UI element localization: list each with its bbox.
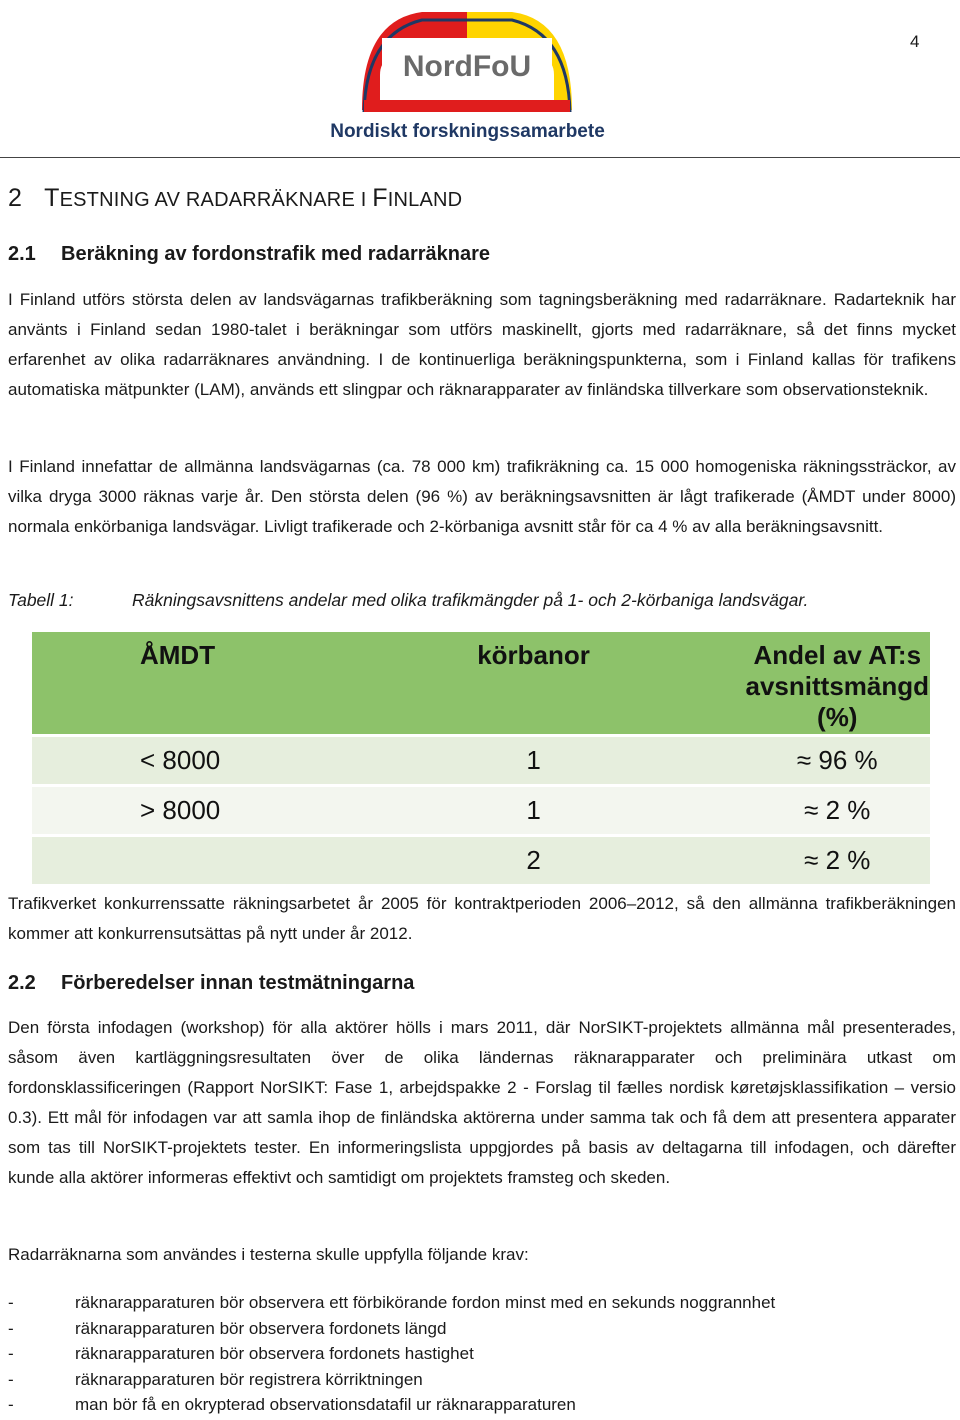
table-header-korbanor: körbanor bbox=[412, 632, 745, 737]
subsection-heading-2-1: 2.1 Beräkning av fordonstrafik med radarräknare bbox=[8, 243, 491, 265]
table-header-amdt: ÅMDT bbox=[32, 632, 412, 737]
requirements-list bbox=[8, 1290, 775, 1418]
table-cell: ≈ 2 % bbox=[745, 837, 930, 887]
page-number: 4 bbox=[910, 32, 920, 51]
header-divider bbox=[0, 157, 960, 158]
paragraph-requirements-intro: Radarräknarna som användes i testerna skulle uppfylla följande krav: bbox=[8, 1245, 529, 1264]
table-header-andel: Andel av AT:s avsnittsmängd (%) bbox=[745, 632, 930, 737]
table-caption: Tabell 1: Räkningsavsnittens andelar med olika trafikmängder på 1- och 2-körbaniga landsvägar. bbox=[8, 590, 809, 610]
table-cell: > 8000 bbox=[32, 787, 412, 837]
list-item: - räknarapparaturen bör observera fordonets hastighet bbox=[8, 1344, 474, 1364]
table-cell: ≈ 96 % bbox=[745, 737, 930, 787]
paragraph-road-statistics: I Finland innefattar de allmänna landsvägarnas (ca. 78 000 km) trafikräkning ca. 15 000 homogeniska räkningssträckor, av vilka dryga 3000 räknas varje år. Den största delen (96 %) av beräkningsavsnitten är lågt trafikerade (ÅMDT under 8000) normala enkörbaniga landsvägar. Livligt trafikerade och 2-körbaniga avsnitt står för ca 4 % av alla beräkningsavsnitt. bbox=[8, 457, 956, 536]
traffic-share-table bbox=[32, 632, 930, 887]
table-cell: ≈ 2 % bbox=[745, 787, 930, 837]
table-header-row bbox=[32, 632, 930, 737]
table-cell: 1 bbox=[412, 737, 745, 787]
table-cell: < 8000 bbox=[32, 737, 412, 787]
list-item: - man bör få en okrypterad observationsdatafil ur räknarapparaturen bbox=[8, 1395, 576, 1415]
logo-text: NordFoU bbox=[402, 50, 532, 83]
list-item: - räknarapparaturen bör observera ett förbikörande fordon minst med en sekunds noggrannhet bbox=[8, 1293, 776, 1312]
table-row bbox=[32, 787, 930, 837]
list-item: - räknarapparaturen bör observera fordonets längd bbox=[8, 1318, 447, 1338]
table-row bbox=[32, 737, 930, 787]
paragraph-radar-intro: I Finland utförs största delen av landsvägarnas trafikberäkning som tagningsberäkning med radarräknare. Radarteknik har använts i Finland sedan 1980-talet i beräkningar som utförs maskinellt, gjorts med radarräknare, så det finns mycket erfarenhet av olika radarräknares användning. I de kontinuerliga beräkningspunkterna, som i Finland kallas för trafikens automatiska mätpunkter (LAM), används ett slingpar och räknarapparater av finländska tillverkare som observationsteknik. bbox=[8, 290, 956, 399]
nordfou-logo bbox=[352, 0, 582, 112]
paragraph-workshop: Den första infodagen (workshop) för alla aktörer hölls i mars 2011, där NorSIKT-projektets allmänna mål presenterades, såsom även kartläggningsresultaten över de olika ländernas räknarapparater och preliminära utkast om fordonsklassificeringen (Rapport NorSIKT: Fase 1, arbejdspakke 2 - Forslag til fælles nordisk køretøjsklassifikation – versio 0.3). Ett mål för infodagen var att samla ihop de finländska aktörerna under samma tak och få dem att presentera apparater som tas till NorSIKT-projektets tester. En informeringslista uppgjordes på basis av deltagarna till infodagen, och därefter kunde alla aktörer informeras effektivt och samtidigt om projektets framsteg och skeden. bbox=[8, 1018, 956, 1187]
table-cell bbox=[32, 837, 412, 887]
organization-name: Nordiskt forskningssamarbete bbox=[330, 121, 605, 142]
table-row bbox=[32, 837, 930, 887]
table-cell: 1 bbox=[412, 787, 745, 837]
section-heading: 2 TESTNING AV RADARRÄKNARE I FINLAND bbox=[8, 184, 463, 212]
subsection-heading-2-2: 2.2 Förberedelser innan testmätningarna bbox=[8, 972, 415, 994]
paragraph-procurement: Trafikverket konkurrenssatte räkningsarbetet år 2005 för kontraktperioden 2006–2012, så den allmänna trafikberäkningen kommer att konkurrensutsättas på nytt under år 2012. bbox=[8, 894, 956, 943]
table-cell: 2 bbox=[412, 837, 745, 887]
list-item: - räknarapparaturen bör registrera körriktningen bbox=[8, 1369, 423, 1389]
